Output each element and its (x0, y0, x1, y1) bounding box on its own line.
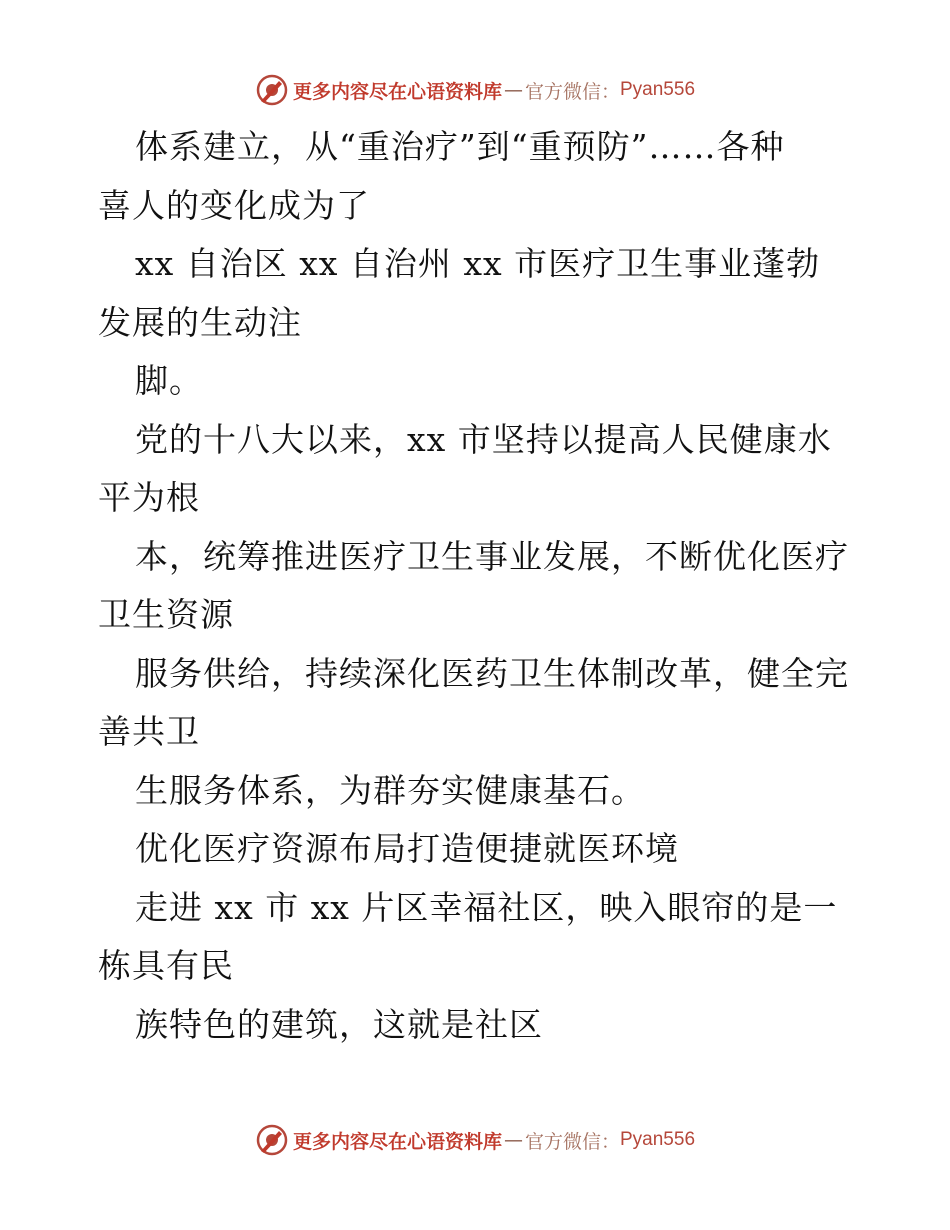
footer-dash: — (503, 1129, 523, 1151)
text-line: 平为根 (98, 478, 200, 517)
header-wechat-label: 官方微信： (524, 80, 620, 103)
text-line: 生服务体系，为群夯实健康基石。 (135, 770, 645, 810)
text-line: 体系建立，从“重治疗”到“重预防”……各种 (135, 127, 785, 166)
document-body (98, 118, 858, 1054)
text-line: 喜人的变化成为了 (98, 185, 370, 225)
text-line: 走进 xx 市 xx 片区幸福社区，映入眼帘的是一 (135, 887, 838, 927)
text-line: 族特色的建筑，这就是社区 (135, 1004, 543, 1044)
text-line: 服务供给，持续深化医药卫生体制改革，健全完 (135, 653, 849, 693)
header-wechat-id: Pyan556 (620, 79, 696, 100)
footer-wechat-id: Pyan556 (620, 1129, 696, 1150)
text-line: xx 自治区 xx 自治州 xx 市医疗卫生事业蓬勃 (135, 244, 821, 283)
footer-banner (0, 1120, 950, 1160)
text-line: 栋具有民 (98, 946, 234, 985)
text-line: 党的十八大以来，xx 市坚持以提高人民健康水 (135, 419, 832, 459)
text-line: 发展的生动注 (98, 302, 302, 342)
text-line: 善共卫 (98, 712, 200, 751)
pen-logo-icon (255, 73, 289, 107)
text-line: 本，统筹推进医疗卫生事业发展，不断优化医疗 (135, 536, 849, 576)
footer-brand-text: 更多内容尽在心语资料库 (292, 1130, 502, 1153)
text-line: 脚。 (135, 361, 203, 400)
header-brand-text: 更多内容尽在心语资料库 (292, 80, 502, 103)
header-banner (0, 70, 950, 110)
pen-logo-icon (255, 1123, 289, 1157)
header-dash: — (503, 79, 523, 101)
text-line: 卫生资源 (98, 595, 234, 634)
footer-wechat-label: 官方微信： (524, 1130, 620, 1153)
text-line: 优化医疗资源布局打造便捷就医环境 (135, 829, 679, 868)
